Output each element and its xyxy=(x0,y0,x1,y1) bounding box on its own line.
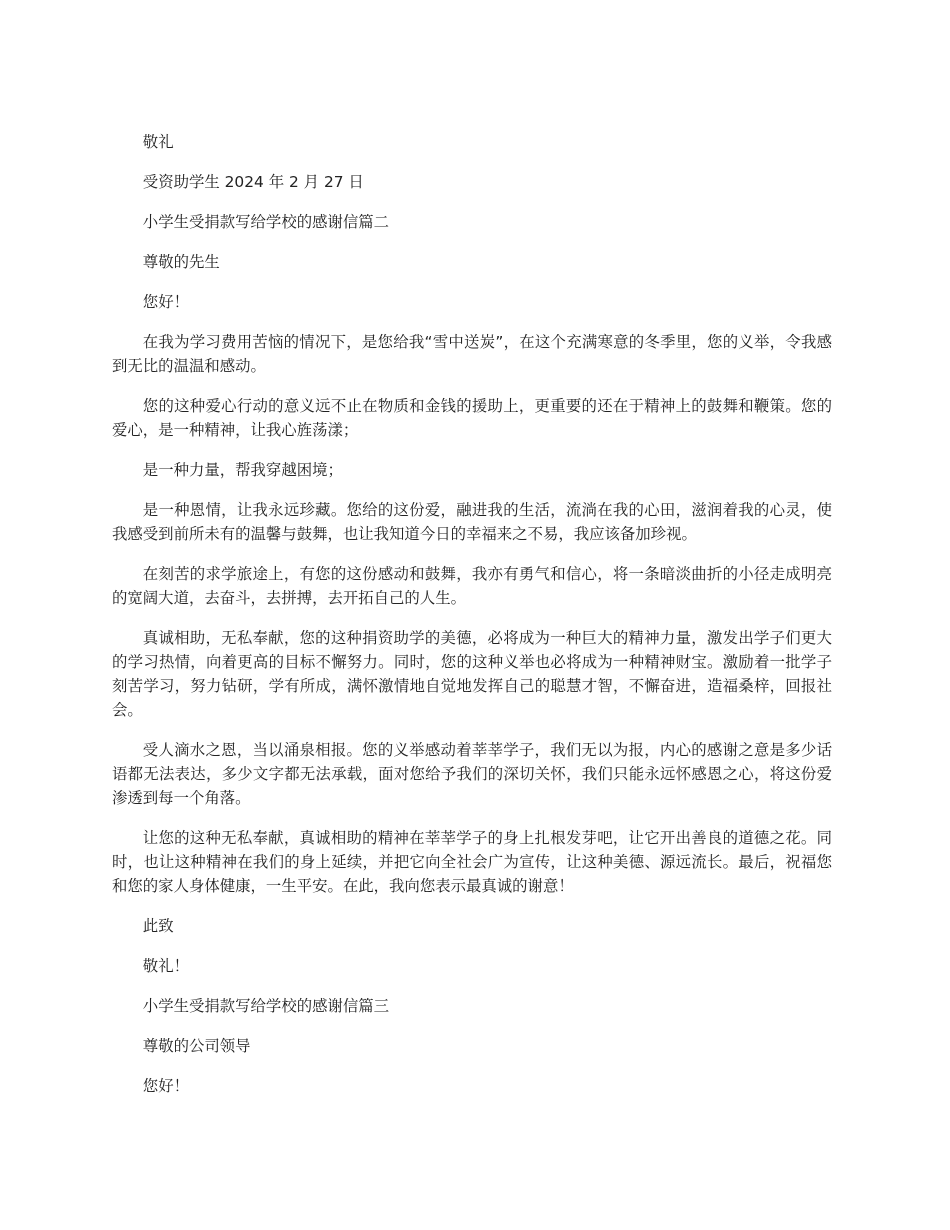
closing-salute: 敬礼！ xyxy=(142,957,189,975)
section-title-3: 小学生受捐款写给学校的感谢信篇三 xyxy=(142,997,390,1015)
body-paragraph: 真诚相助，无私奉献，您的这种捐资助学的美德，必将成为一种巨大的精神力量，激发出学子们更大的学习热情，向着更高的目标不懈努力。同时，您的这种义举也必将成为一种精神财宝。激励着一批学子刻苦学习，努力钻研，学有所成，满怀激情地自觉地发挥自己的聪慧才智，不懈奋进，造福桑梓，回报社会。 xyxy=(112,629,832,719)
body-paragraph: 在我为学习费用苦恼的情况下，是您给我“雪中送炭”，在这个充满寒意的冬季里，您的义举，令我感到无比的温温和感动。 xyxy=(112,333,832,375)
body-paragraph: 在刻苦的求学旅途上，有您的这份感动和鼓舞，我亦有勇气和信心，将一条暗淡曲折的小径走成明亮的宽阔大道，去奋斗，去拼搏，去开拓自己的人生。 xyxy=(112,565,832,607)
signature-date: 受资助学生 2024 年 2 月 27 日 xyxy=(142,173,364,191)
salutation: 尊敬的公司领导 xyxy=(142,1037,251,1055)
body-paragraph: 受人滴水之恩，当以涌泉相报。您的义举感动着莘莘学子，我们无以为报，内心的感谢之意是多少话语都无法表达，多少文字都无法承载，面对您给予我们的深切关怀，我们只能永远怀感恩之心，将这份爱渗透到每一个角落。 xyxy=(112,741,832,807)
letter-body xyxy=(112,130,832,1114)
body-paragraph: 让您的这种无私奉献，真诚相助的精神在莘莘学子的身上扎根发芽吧，让它开出善良的道德之花。同时，也让这种精神在我们的身上延续，并把它向全社会广为宣传，让这种美德、源远流长。最后，祝福您和您的家人身体健康，一生平安。在此，我向您表示最真诚的谢意！ xyxy=(112,829,832,895)
closing-salute: 敬礼 xyxy=(142,133,174,151)
greeting: 您好！ xyxy=(142,293,189,311)
closing-phrase: 此致 xyxy=(142,917,174,935)
body-paragraph: 是一种恩情，让我永远珍藏。您给的这份爱，融进我的生活，流淌在我的心田，滋润着我的心灵，使我感受到前所未有的温馨与鼓舞，也让我知道今日的幸福来之不易，我应该备加珍视。 xyxy=(112,501,832,543)
greeting: 您好！ xyxy=(142,1077,189,1095)
section-title-2: 小学生受捐款写给学校的感谢信篇二 xyxy=(142,213,390,231)
body-paragraph: 您的这种爱心行动的意义远不止在物质和金钱的援助上，更重要的还在于精神上的鼓舞和鞭策。您的爱心，是一种精神，让我心旌荡漾； xyxy=(112,397,832,439)
salutation: 尊敬的先生 xyxy=(142,253,220,271)
body-paragraph: 是一种力量，帮我穿越困境； xyxy=(142,461,343,479)
